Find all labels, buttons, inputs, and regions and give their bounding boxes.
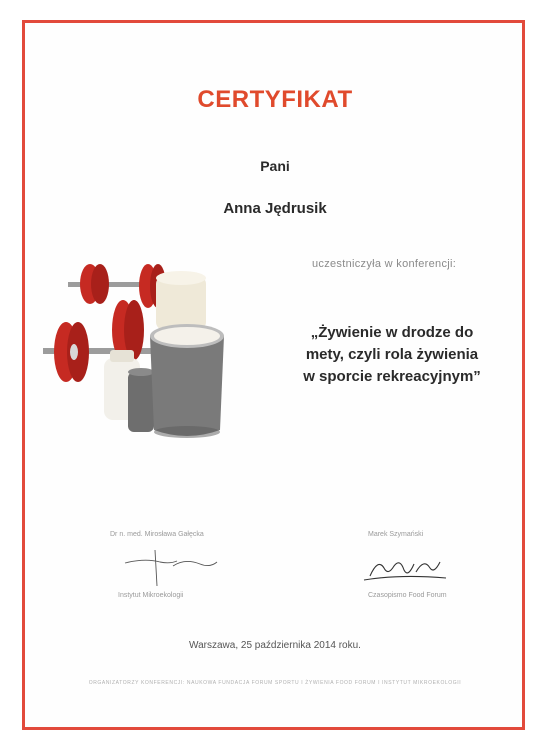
conference-title-line: mety, czyli rola żywienia <box>305 346 479 363</box>
participation-text: uczestniczyła w konferencji: <box>312 258 457 270</box>
organizers-footer: ORGANIZATORZY KONFERENCJI: NAUKOWA FUNDACJA FORUM SPORTU I ŻYWIENIA FOOD FORUM I INSTYTUT MIKROEKOLOGII <box>88 680 462 686</box>
right-signatory-affiliation: Czasopismo Food Forum <box>368 592 447 599</box>
certificate-title: CERTYFIKAT <box>197 86 353 113</box>
right-signatory-name: Marek Szymański <box>368 531 424 538</box>
salutation: Pani <box>260 158 290 174</box>
left-signatory-name: Dr n. med. Mirosława Gałęcka <box>110 531 204 538</box>
recipient-name: Anna Jędrusik <box>223 200 327 217</box>
conference-title <box>292 322 492 388</box>
left-signatory-affiliation: Instytut Mikroekologii <box>118 592 184 599</box>
place-and-date: Warszawa, 25 października 2014 roku. <box>189 640 361 651</box>
dumbbells-and-supplements-icon <box>38 262 238 452</box>
conference-title-line: „Żywienie w drodze do <box>310 324 474 341</box>
conference-title-line: w sporcie rekreacyjnym” <box>303 368 481 385</box>
